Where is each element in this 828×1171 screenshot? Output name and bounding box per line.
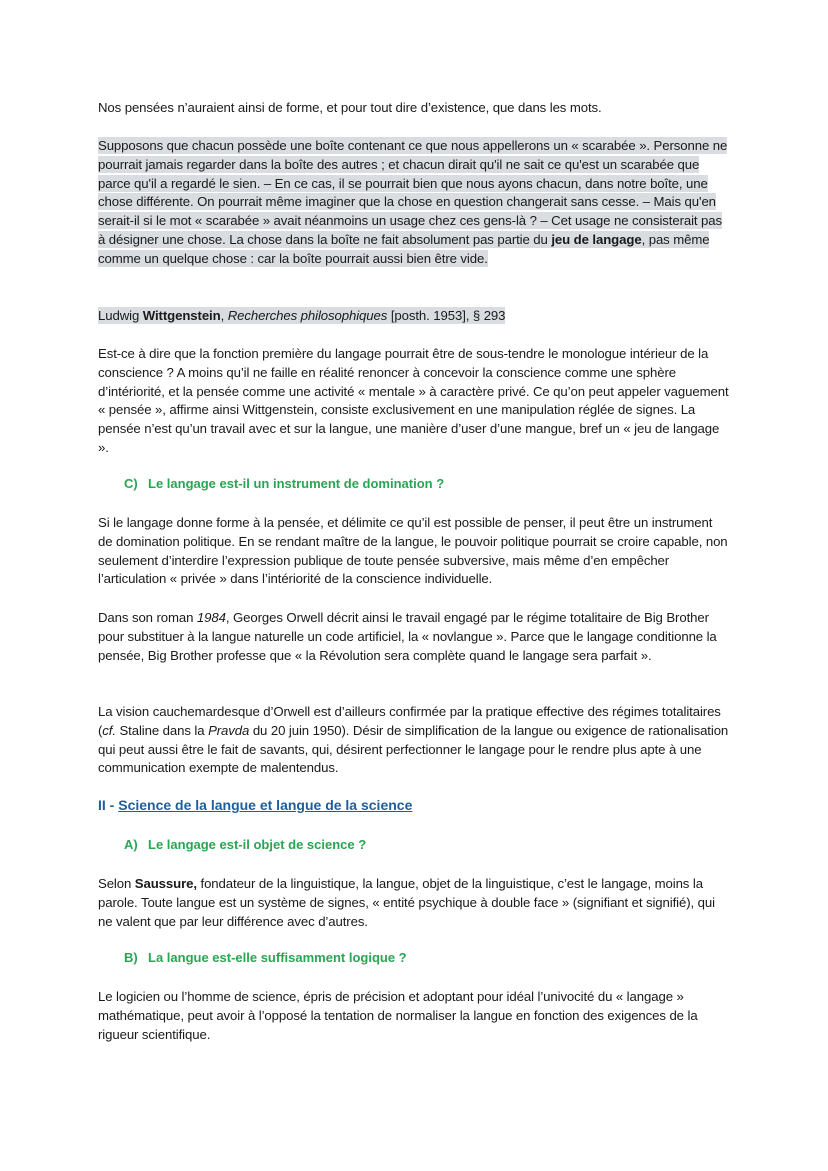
section-ii-link[interactable]: Science de la langue et langue de la science — [118, 797, 413, 813]
vision-text-mid: Staline dans la — [115, 722, 209, 738]
quote-text-1: Supposons que chacun possède une boîte contenant ce que nous appellerons un « scarabée ». Personne ne pourrait jamais regarder dans la boîte des autres ; et chacun dirait qu'il ne sait ce qu'est un scarabée que parce qu'il a regardé le sien. – En ce cas, il se pourrait bien que nous ayons chacun, dans notre boîte, une chose différente. On pourrait même imaginer que la chose en question changerait sans cesse. – Mais qu'en serait-il si le mot « scarabée » avait néanmoins un usage chez ces gens-là ? – Cet usage ne consisterait pas à désigner une chose. La chose dans la boîte ne fait absolument pas partie du — [98, 138, 728, 247]
quote-citation — [98, 307, 730, 326]
section-a-title: Le langage est-il objet de science ? — [148, 837, 367, 852]
paragraph-vision — [98, 703, 730, 778]
citation-firstname: Ludwig — [98, 308, 143, 323]
citation-work: Recherches philosophiques — [227, 308, 388, 323]
paragraph-monologue: Est-ce à dire que la fonction première du langage pourrait être de sous-tendre le monologue intérieur de la conscience ? A moins qu’il ne faille en réalité renoncer à concevoir la conscience comme une sphère d’intériorité, et la pensée comme une activité « mentale » à caractère privé. Ce qu’on peut appeler vaguement « pensée », affirme ainsi Wittgenstein, consiste exclusivement en une manipulation réglée de signes. La pensée n’est qu’un travail avec et sur la langue, une manière d’user d’une mangue, bref un « jeu de langage ». — [98, 346, 729, 455]
section-a-letter: A) — [124, 837, 138, 852]
section-b-heading — [124, 950, 407, 965]
vision-text-post: du 20 juin 1950). Désir de simplification de la langue ou exigence de rationalisation qui peut aussi être le fait de savants, qui, désirent perfectionner le langage pour le rendre plus apte à une communication exempte de malentendus. — [98, 722, 729, 776]
section-c-letter: C) — [124, 476, 138, 491]
paragraph-saussure — [98, 875, 730, 931]
paragraph-orwell — [98, 609, 730, 665]
orwell-text-post: , Georges Orwell décrit ainsi le travail engagé par le régime totalitaire de Big Brother pour substituer à la langue naturelle un code artificiel, la « novlangue ». Parce que le langage conditionne la pensée, Big Brother professe que « la Révolution sera complète quand le langage sera parfait ». — [98, 610, 717, 663]
saussure-text-post: fondateur de la linguistique, la langue, objet de la linguistique, c’est le langage, moins la parole. Toute langue est un système de signes, « entité psychique à double face » (signifiant et signifié), qui ne valent que par leur différence avec d’autres. — [98, 876, 715, 929]
citation-author: Wittgenstein — [142, 308, 221, 323]
saussure-text-pre: Selon — [98, 876, 135, 891]
orwell-book-title: 1984 — [196, 610, 226, 625]
quote-text-2: , pas même comme un quelque chose : car la boîte pourrait aussi bien être vide. — [98, 231, 710, 266]
section-b-letter: B) — [124, 950, 138, 965]
citation-separator: , — [220, 308, 228, 323]
section-c-title: Le langage est-il un instrument de domination ? — [148, 476, 445, 491]
vision-pravda: Pravda — [208, 722, 250, 738]
vision-text-pre: La vision cauchemardesque d’Orwell est d’ailleurs confirmée par la pratique effective des régimes totalitaires ( — [98, 704, 721, 738]
paragraph-domination: Si le langage donne forme à la pensée, et délimite ce qu’il est possible de penser, il peut être un instrument de domination politique. En se rendant maître de la langue, le pouvoir politique pourrait se croire capable, non seulement d’interdire l’expression publique de toute pensée subversive, mais même d’en empêcher l’articulation « privée » dans l’intériorité de la conscience individuelle. — [98, 515, 728, 587]
paragraph-intro: Nos pensées n’auraient ainsi de forme, et pour tout dire d’existence, que dans les mots. — [98, 100, 602, 115]
section-b-title: La langue est-elle suffisamment logique ? — [148, 950, 407, 965]
paragraph-logicien: Le logicien ou l’homme de science, épris de précision et adoptant pour idéal l’univocité du « langage » mathématique, peut avoir à l’opposé la tentation de normaliser la langue en fonction des exigences de la rigueur scientifique. — [98, 989, 698, 1042]
section-c-heading — [124, 476, 444, 491]
section-ii-prefix: II - — [98, 797, 119, 813]
vision-cf: cf. — [102, 722, 116, 738]
citation-reference: [posth. 1953], § 293 — [387, 308, 506, 323]
section-a-heading — [124, 837, 366, 852]
section-ii-heading — [98, 797, 412, 813]
orwell-text-pre: Dans son roman — [98, 610, 197, 625]
saussure-name: Saussure, — [134, 876, 197, 891]
wittgenstein-quote — [98, 137, 730, 269]
quote-bold-term: jeu de langage — [551, 231, 642, 247]
